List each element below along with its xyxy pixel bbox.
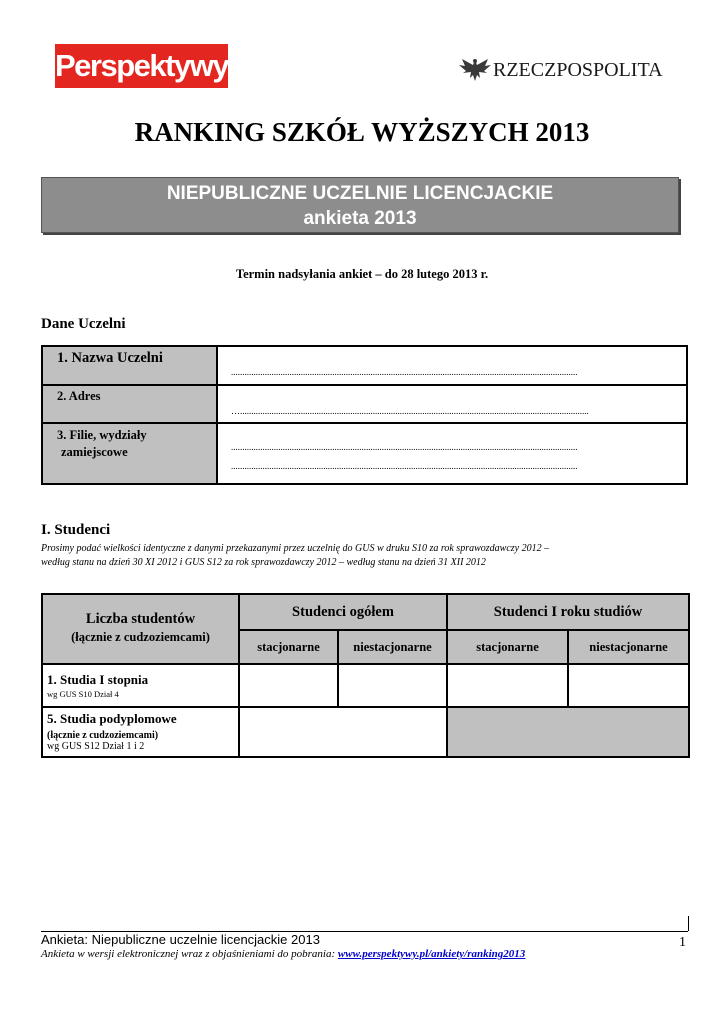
page-title: RANKING SZKÓŁ WYŻSZYCH 2013: [134, 117, 590, 147]
footer-note: [41, 948, 525, 960]
row-note: wg GUS S10 Dział 4: [47, 689, 119, 699]
dotted-line: ..........................................................................................................................................................: [231, 442, 578, 452]
label-cell: [42, 385, 217, 423]
institution-info-table: [41, 345, 688, 485]
header-studenci-i-roku: Studenci I roku studiów: [447, 594, 689, 630]
download-link[interactable]: www.perspektywy.pl/ankiety/ranking2013: [337, 948, 526, 960]
row-label-studia-i: [42, 664, 239, 707]
header-studenci-ogolem: Studenci ogółem: [239, 594, 447, 630]
note-line-1: Prosimy podać wielkości identyczne z danymi przekazanymi przez uczelnię do GUS w druku S10 za rok sprawozdawczy 2012 –: [41, 543, 550, 554]
input-cell[interactable]: [447, 664, 568, 707]
table-row: [42, 707, 689, 757]
rzeczpospolita-logo: [458, 52, 668, 88]
row-title: 5. Studia podyplomowe: [47, 711, 177, 726]
field-adres[interactable]: [217, 385, 687, 423]
header-liczba-title: Liczba studentów: [85, 611, 196, 627]
field-nazwa[interactable]: [217, 346, 687, 385]
input-cell[interactable]: [338, 664, 447, 707]
subheader-niestacjonarne: niestacjonarne: [568, 630, 689, 664]
table-row: [42, 346, 687, 385]
disabled-cell: [447, 707, 689, 757]
row-title: 1. Studia I stopnia: [47, 672, 149, 687]
deadline-text: Termin nadsyłania ankiet – do 28 lutego 2013 r.: [235, 267, 489, 281]
table-header-row: [42, 594, 689, 630]
field-filie[interactable]: [217, 423, 687, 484]
table-row: [42, 423, 687, 484]
banner-line-2: ankieta 2013: [303, 208, 417, 229]
subheader-stacjonarne: stacjonarne: [239, 630, 338, 664]
dotted-line: ..........................................................................................................................................................: [231, 461, 578, 471]
input-cell-merged[interactable]: [239, 707, 447, 757]
label-adres: 2. Adres: [57, 389, 101, 403]
label-nazwa: 1. Nazwa Uczelni: [57, 350, 163, 366]
footer-note-text: Ankieta w wersji elektronicznej wraz z objaśnieniami do pobrania:: [41, 948, 336, 960]
section-title-studenci: I. Studenci: [41, 522, 111, 538]
section-title-dane: Dane Uczelni: [41, 316, 126, 332]
dotted-line: ..........................................................................................................................................................: [231, 367, 578, 377]
footer-tick: [688, 916, 689, 931]
row-sub: (łącznie z cudzoziemcami): [47, 730, 159, 741]
footer-title: Ankieta: Niepubliczne uczelnie licencjackie 2013: [41, 932, 320, 947]
eagle-icon: [458, 56, 492, 84]
perspektywy-logo: Perspektywy: [55, 44, 228, 88]
subheader-stacjonarne: stacjonarne: [447, 630, 568, 664]
label-filie-line-2: zamiejscowe: [61, 445, 128, 459]
table-row: [42, 385, 687, 423]
banner-line-1: NIEPUBLICZNE UCZELNIE LICENCJACKIE: [166, 183, 554, 204]
students-table: [41, 593, 690, 758]
table-row: [42, 664, 689, 707]
input-cell[interactable]: [568, 664, 689, 707]
input-cell[interactable]: [239, 664, 338, 707]
dotted-line: …...........................................................................................................................................................: [231, 406, 589, 416]
label-cell: [42, 346, 217, 385]
page-number: 1: [679, 935, 686, 950]
header-liczba-sub: (łącznie z cudzoziemcami): [71, 630, 210, 644]
header-liczba: [42, 594, 239, 664]
subheader-niestacjonarne: niestacjonarne: [338, 630, 447, 664]
label-filie: [43, 424, 216, 461]
rzeczpospolita-wordmark: RZECZPOSPOLITA: [493, 58, 663, 81]
row-label-podyplomowe: [42, 707, 239, 757]
section-note: [41, 542, 681, 570]
row-note: wg GUS S12 Dział 1 i 2: [47, 741, 145, 752]
label-cell: [42, 423, 217, 484]
note-line-2: według stanu na dzień 30 XI 2012 i GUS S12 za rok sprawozdawczy 2012 – według stanu na dzień 31 XII 2012: [41, 557, 486, 568]
survey-banner: [41, 177, 679, 233]
label-filie-line-1: 3. Filie, wydziały: [57, 428, 147, 442]
